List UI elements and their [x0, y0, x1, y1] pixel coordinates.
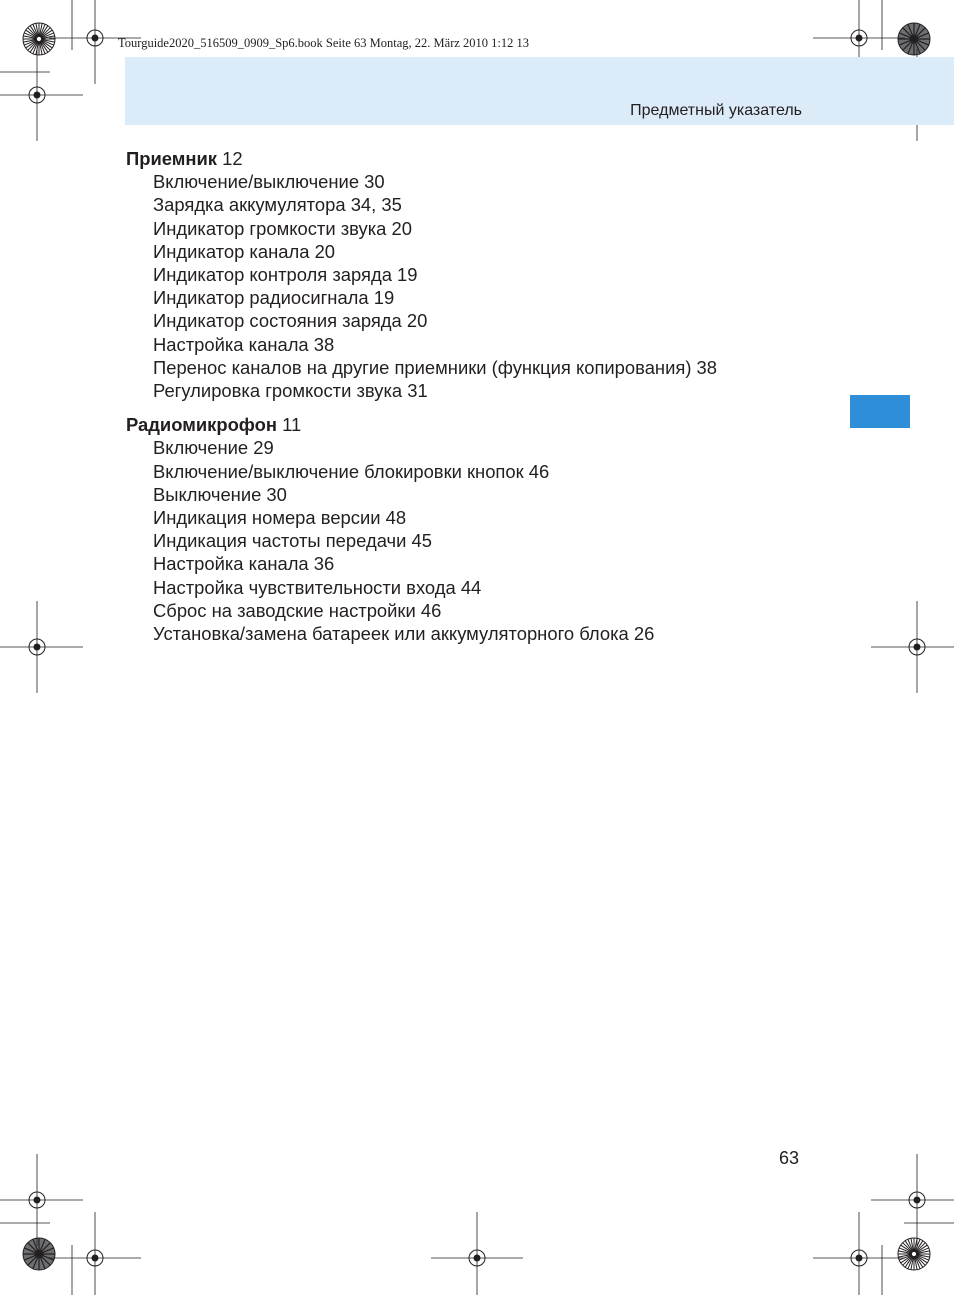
page-number: 63 [779, 1148, 800, 1168]
index-list [126, 147, 826, 656]
index-subentry: Индикация частоты передачи 45 [153, 530, 432, 552]
index-subentry: Включение 29 [153, 437, 274, 459]
index-term [126, 413, 826, 436]
index-subentry: Выключение 30 [153, 483, 287, 505]
index-term-page: 12 [222, 148, 243, 169]
index-subentry: Настройка канала 38 [153, 333, 335, 355]
index-subentry: Индикатор канала 20 [153, 240, 336, 262]
chapter-tab [850, 395, 910, 428]
index-term-label: Приемник [126, 148, 217, 169]
index-group-microphone [126, 413, 826, 645]
index-term-page: 11 [282, 414, 302, 436]
index-subentry: Включение/выключение 30 [153, 171, 385, 193]
index-subentry: Индикатор состояния заряда 20 [153, 310, 428, 332]
header-band [125, 57, 954, 125]
index-subentry: Зарядка аккумулятора 34, 35 [153, 194, 402, 216]
index-group-receiver [126, 147, 826, 402]
index-subentry: Настройка чувствительности входа 44 [153, 576, 482, 598]
index-subentry: Перенос каналов на другие приемники (функция копирования) 38 [153, 356, 718, 378]
index-subentry: Включение/выключение блокировки кнопок 46 [153, 460, 550, 482]
slug-line: Tourguide2020_516509_0909_Sp6.book Seite 63 Montag, 22. März 2010 1:12 13 [118, 36, 530, 50]
index-subentry: Индикатор громкости звука 20 [153, 217, 412, 239]
index-term [126, 147, 826, 170]
index-subentry: Индикатор радиосигнала 19 [153, 287, 395, 309]
index-subentry: Настройка канала 36 [153, 553, 335, 575]
index-subentry: Установка/замена батареек или аккумуляторного блока 26 [153, 623, 655, 645]
index-subentry: Индикатор контроля заряда 19 [153, 264, 418, 286]
index-subentry: Регулировка громкости звука 31 [153, 380, 428, 402]
section-title: Предметный указатель [630, 102, 802, 119]
index-subentry: Сброс на заводские настройки 46 [153, 599, 442, 621]
index-term-label: Радиомикрофон [126, 414, 277, 436]
index-subentry: Индикация номера версии 48 [153, 507, 407, 529]
